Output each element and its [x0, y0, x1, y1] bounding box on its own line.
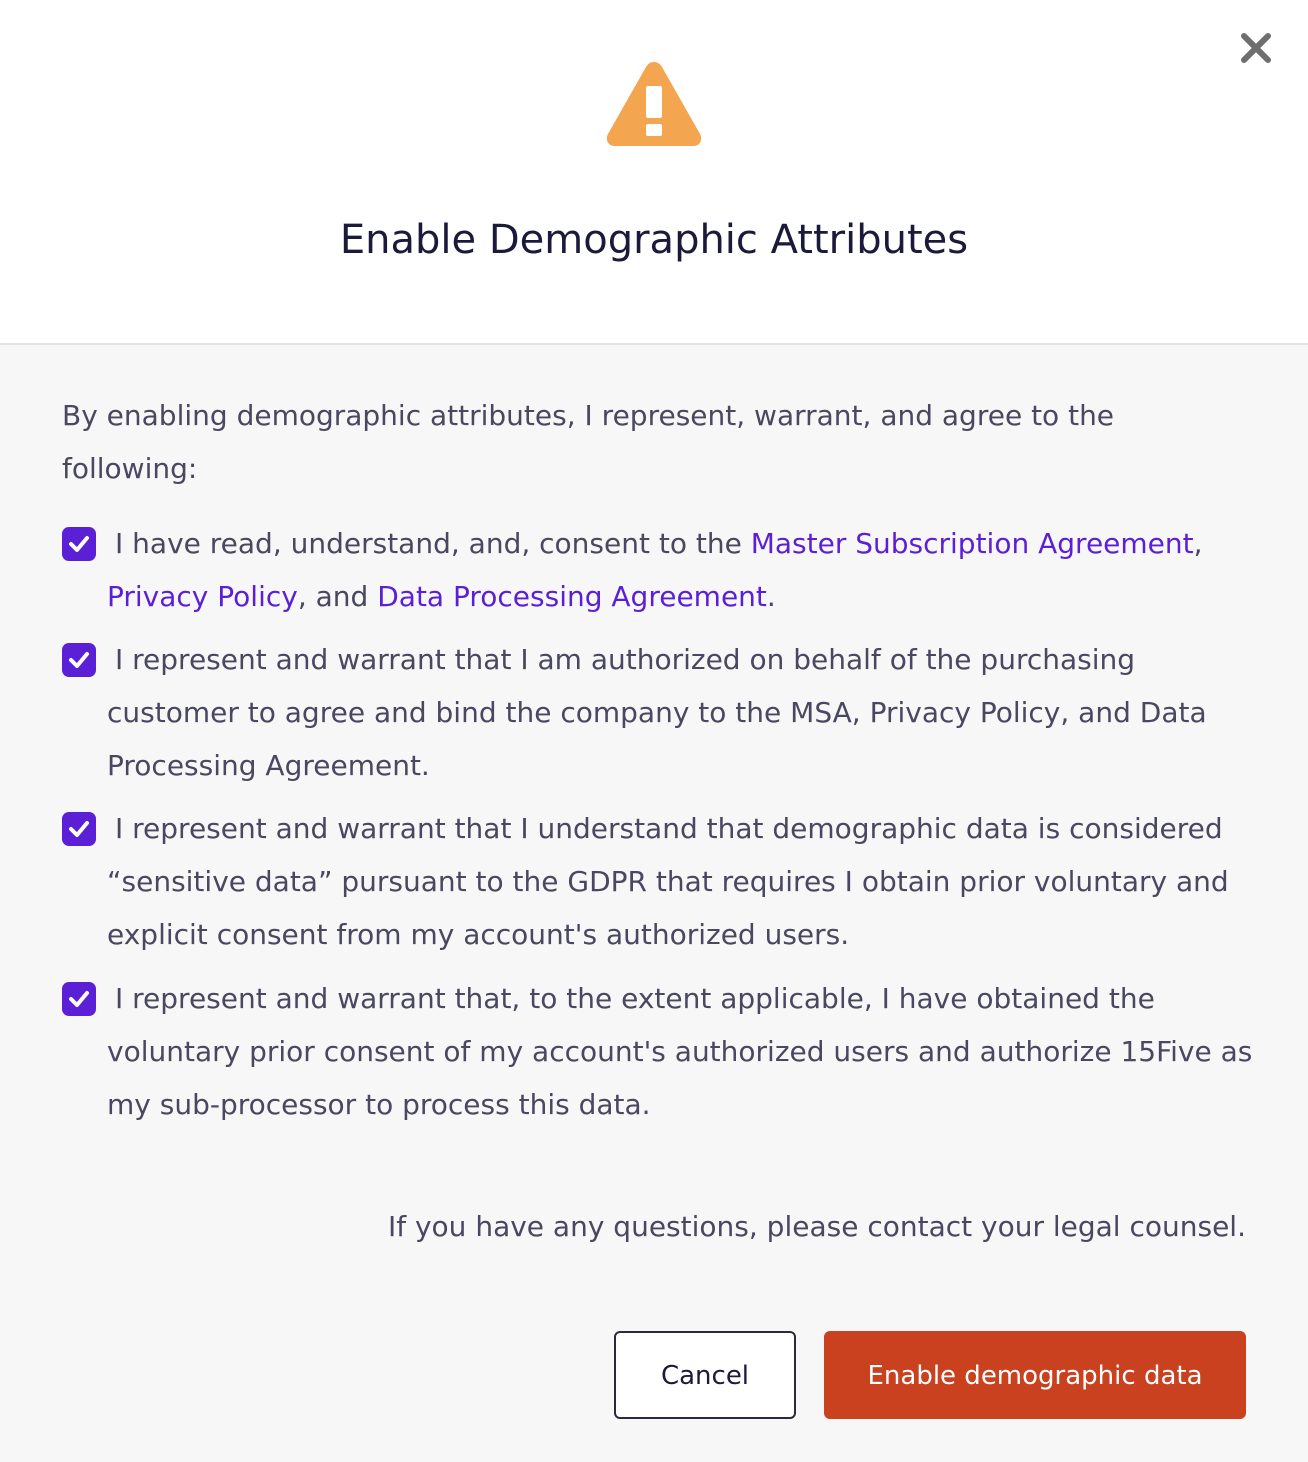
consent-text-before: I have read, understand, and, consent to the: [115, 527, 751, 560]
checkmark-icon: [68, 650, 90, 670]
dialog-title: Enable Demographic Attributes: [339, 217, 969, 263]
dialog-body: [0, 345, 1308, 1462]
consent-checkbox-sub-processor[interactable]: [62, 982, 96, 1016]
master-subscription-agreement-link[interactable]: Master Subscription Agreement: [750, 527, 1194, 560]
warning-icon: [604, 58, 704, 150]
consent-text-after: .: [766, 580, 776, 613]
consent-text-authorized: I represent and warrant that I am authorized on behalf of the purchasing customer to agree and bind the company to the MSA, Privacy Policy, and Data Processing Agreement.: [107, 643, 1207, 782]
checkmark-icon: [68, 534, 90, 554]
cancel-button[interactable]: Cancel: [614, 1331, 796, 1419]
checkmark-icon: [68, 989, 90, 1009]
dialog-header: [0, 0, 1308, 345]
close-button[interactable]: [1236, 28, 1276, 68]
privacy-policy-link[interactable]: Privacy Policy: [107, 580, 298, 613]
consent-text-sep1: ,: [1193, 527, 1203, 560]
consent-checkbox-sensitive-data[interactable]: [62, 812, 96, 846]
consent-text-agreements: [107, 517, 1257, 623]
close-icon: [1236, 28, 1276, 68]
consent-checkbox-authorized[interactable]: [62, 643, 96, 677]
consent-text-sensitive-data: I represent and warrant that I understand that demographic data is considered “sensitive data” pursuant to the GDPR that requires I obtain prior voluntary and explicit consent from my account's authorized users.: [107, 812, 1229, 951]
consent-text-sub-processor: I represent and warrant that, to the extent applicable, I have obtained the voluntary prior consent of my account's authorized users and authorize 15Five as my sub-processor to process this data.: [107, 982, 1253, 1121]
consent-checkbox-agreements[interactable]: [62, 527, 96, 561]
intro-text: By enabling demographic attributes, I represent, warrant, and agree to the following:: [62, 399, 1115, 485]
legal-counsel-note: If you have any questions, please contact your legal counsel.: [387, 1210, 1246, 1243]
enable-demographic-data-button[interactable]: Enable demographic data: [824, 1331, 1246, 1419]
data-processing-agreement-link[interactable]: Data Processing Agreement: [377, 580, 767, 613]
checkmark-icon: [68, 819, 90, 839]
consent-text-sep2: , and: [297, 580, 378, 613]
